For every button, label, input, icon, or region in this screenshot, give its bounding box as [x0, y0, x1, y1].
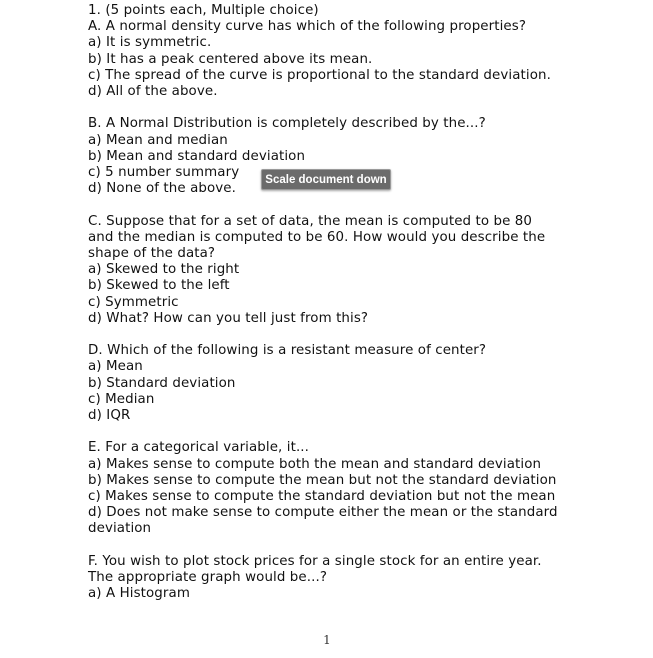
question-d-option-d: d) IQR	[88, 408, 131, 424]
question-d-option-c: c) Median	[88, 391, 155, 407]
document-header: 1. (5 points each, Multiple choice)	[88, 3, 319, 18]
document-page	[88, 3, 568, 602]
question-d-option-b: b) Standard deviation	[88, 375, 236, 391]
question-b-prompt: B. A Normal Distribution is completely described by the...?	[88, 116, 486, 132]
question-e-option-c: c) Makes sense to compute the standard deviation but not the mean	[88, 489, 556, 505]
page-number: 1	[323, 633, 331, 647]
question-c-prompt: C. Suppose that for a set of data, the mean is computed to be 80 and the median is computed to be 60. How would you describe the shape of the data?	[88, 213, 546, 262]
question-b-option-b: b) Mean and standard deviation	[88, 148, 306, 164]
question-f-option-a: a) A Histogram	[88, 586, 190, 602]
question-e-option-b: b) Makes sense to compute the mean but not the standard deviation	[88, 472, 557, 488]
question-a-option-c: c) The spread of the curve is proportional to the standard deviation.	[88, 67, 551, 83]
question-a-option-b: b) It has a peak centered above its mean.	[88, 51, 373, 67]
question-f	[88, 554, 568, 603]
question-e	[88, 440, 568, 537]
question-d	[88, 343, 568, 424]
scale-document-down-button[interactable]: Scale document down	[261, 169, 391, 190]
spacer	[88, 327, 568, 343]
question-e-prompt: E. For a categorical variable, it...	[88, 440, 310, 456]
question-d-prompt: D. Which of the following is a resistant measure of center?	[88, 343, 487, 359]
question-c-option-c: c) Symmetric	[88, 294, 179, 310]
question-b-option-d: d) None of the above.	[88, 181, 236, 197]
question-b-option-a: a) Mean and median	[88, 132, 228, 148]
spacer	[88, 538, 568, 554]
question-c-option-a: a) Skewed to the right	[88, 262, 240, 278]
spacer	[88, 197, 568, 213]
question-a-option-a: a) It is symmetric.	[88, 35, 212, 51]
question-f-prompt: F. You wish to plot stock prices for a single stock for an entire year. The appropriate graph would be...?	[88, 553, 542, 586]
question-e-option-a: a) Makes sense to compute both the mean and standard deviation	[88, 456, 542, 472]
spacer	[88, 424, 568, 440]
question-a-prompt: A. A normal density curve has which of the following properties?	[88, 19, 527, 35]
question-a	[88, 19, 568, 100]
question-c-option-d: d) What? How can you tell just from this?	[88, 310, 369, 326]
question-e-option-d: d) Does not make sense to compute either the mean or the standard deviation	[88, 505, 558, 537]
question-c	[88, 214, 568, 327]
question-d-option-a: a) Mean	[88, 359, 143, 375]
question-b-option-c: c) 5 number summary	[88, 165, 240, 181]
spacer	[88, 100, 568, 116]
question-a-option-d: d) All of the above.	[88, 84, 218, 100]
question-c-option-b: b) Skewed to the left	[88, 278, 230, 294]
